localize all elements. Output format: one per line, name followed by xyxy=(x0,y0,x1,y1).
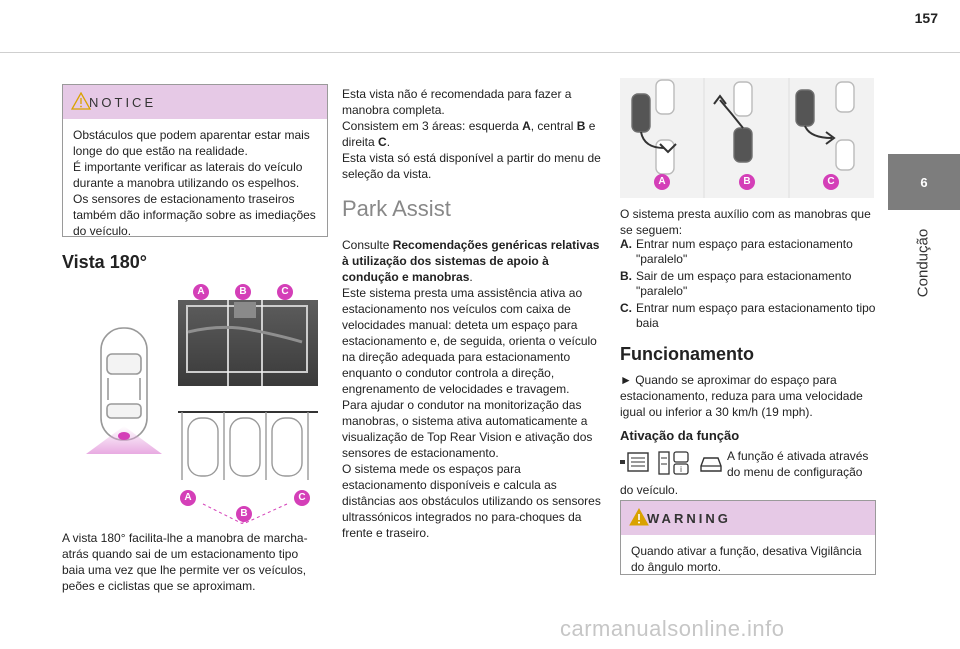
body-line: frente e traseiro. xyxy=(342,526,430,540)
screen-menu-icon xyxy=(620,452,650,472)
notice-line: também dão informação sobre as imediações xyxy=(73,208,316,222)
list-item xyxy=(620,269,876,299)
list-text: Entrar num espaço para estacionamento xyxy=(636,237,853,251)
body-line: ultrassónicos integrados no para-choques da xyxy=(342,510,582,524)
warning-header xyxy=(621,501,875,535)
vista-caption-line: A vista 180° facilita-lhe a manobra de marcha- xyxy=(62,531,308,545)
vista-label-b-bottom: B xyxy=(236,506,252,522)
area-a: A xyxy=(522,119,531,133)
notice-title: NOTICE xyxy=(89,94,157,110)
chapter-tab[interactable] xyxy=(888,154,960,210)
icon-info-text: i xyxy=(680,465,682,474)
list-key: B. xyxy=(620,269,632,283)
body-line: velocidades manual: deteta um espaço para xyxy=(342,318,578,332)
notice-header xyxy=(63,85,327,119)
notice-line: Obstáculos que podem aparentar estar mais xyxy=(73,128,310,142)
desc-fragment: , central xyxy=(530,119,577,133)
body-line xyxy=(342,269,604,285)
warning-triangle-icon xyxy=(629,508,649,526)
park-label-a: A xyxy=(654,174,670,190)
body-line: manobras, o sistema ativa automaticamente a xyxy=(342,414,588,428)
body-line: engrenamento de velocidades e travagem. xyxy=(342,382,570,396)
notice-line: do veículo. xyxy=(73,224,132,238)
list-key: C. xyxy=(620,301,632,315)
body-fragment: . xyxy=(469,270,473,284)
chapter-label xyxy=(901,218,945,308)
park-assist-body xyxy=(342,237,604,541)
desc-line: Esta vista só está disponível a partir do menu de xyxy=(342,151,601,165)
warning-box xyxy=(620,500,876,575)
warning-line: Quando ativar a função, desativa Vigilância xyxy=(631,544,862,558)
vista-label-c-bottom: C xyxy=(294,490,310,506)
warning-line: do ângulo morto. xyxy=(631,560,722,574)
desc-line xyxy=(342,118,604,134)
desc-fragment: . xyxy=(386,135,391,149)
activation-tail: do veículo. xyxy=(620,483,679,497)
header-rule xyxy=(0,52,960,53)
list-text: "paralelo" xyxy=(636,252,688,266)
page-number: 157 xyxy=(914,10,938,26)
body-line: O sistema mede os espaços para xyxy=(342,462,521,476)
body-line: distâncias aos obstáculos utilizando os sensores xyxy=(342,494,601,508)
list-item xyxy=(620,237,876,267)
funcionamento-body xyxy=(620,372,876,420)
desc-line: manobra completa. xyxy=(342,103,445,117)
func-line: igual ou inferior a 30 km/h (19 mph). xyxy=(620,405,813,419)
notice-line: É importante verificar as laterais do veículo xyxy=(73,160,303,174)
warning-triangle-icon xyxy=(71,92,91,110)
body-line: Para ajudar o condutor na monitorização das xyxy=(342,398,582,412)
vista-heading: Vista 180° xyxy=(62,252,147,272)
list-text: "paralelo" xyxy=(636,284,688,298)
maneuvers-intro xyxy=(620,206,876,238)
body-line: estacionamento nos veículos com caixa de xyxy=(342,302,571,316)
intro-line: O sistema presta auxílio com as manobras que xyxy=(620,207,871,221)
area-b: B xyxy=(576,119,586,133)
vista-180-figure xyxy=(62,272,328,524)
body-line: estacionamento disponíveis e calcula as xyxy=(342,478,557,492)
notice-line: longe do que estão na realidade. xyxy=(73,144,248,158)
func-line: ► Quando se aproximar do espaço para xyxy=(620,373,837,387)
body-line: sensores de estacionamento. xyxy=(342,446,499,460)
desc-line: Esta vista não é recomendada para fazer a xyxy=(342,87,572,101)
park-assist-heading: Park Assist xyxy=(342,196,451,221)
vista-label-b-top: B xyxy=(235,284,251,300)
area-c: C xyxy=(378,135,387,149)
activation-icons xyxy=(620,450,725,476)
vista-caption-line: baia uma vez que lhe permite ver os veículos, xyxy=(62,563,307,577)
recommendations-link: Recomendações genéricas relativas xyxy=(392,238,600,252)
list-key: A. xyxy=(620,237,632,251)
vista-label-a-bottom: A xyxy=(180,490,196,506)
body-line: visualização de Top Rear Vision e ativação dos xyxy=(342,430,593,444)
maneuver-list xyxy=(620,237,876,333)
list-item xyxy=(620,301,876,331)
park-label-b: B xyxy=(739,174,755,190)
list-text: Sair de um espaço para estacionamento xyxy=(636,269,852,283)
vista-label-c-top: C xyxy=(277,284,293,300)
desc-fragment: e xyxy=(585,119,596,133)
vista-caption-line: atrás quando sai de um estacionamento tipo xyxy=(62,547,299,561)
activation-text xyxy=(727,448,877,480)
notice-line: durante a manobra utilizando os espelhos. xyxy=(73,176,300,190)
warning-body xyxy=(621,535,875,575)
desc-fragment: Consistem em 3 áreas: esquerda xyxy=(342,119,523,133)
body-line: enquanto o condutor controla a direção, xyxy=(342,366,555,380)
vista-label-a-top: A xyxy=(193,284,209,300)
desc-line: seleção da vista. xyxy=(342,167,432,181)
chapter-label-text: Condução xyxy=(914,228,932,298)
notice-box xyxy=(62,84,328,237)
warning-title: WARNING xyxy=(647,510,731,526)
park-label-c: C xyxy=(823,174,839,190)
body-fragment: Consulte xyxy=(342,238,393,252)
recommendations-link: condução e manobras xyxy=(342,270,470,284)
desc-fragment: direita xyxy=(342,135,379,149)
vista-caption-line: peões e ciclistas que se aproximam. xyxy=(62,579,256,593)
activation-line: do menu de configuração xyxy=(727,465,863,479)
body-line: na direção adequada para estacionamento xyxy=(342,350,571,364)
activation-line: A função é ativada através xyxy=(727,449,869,463)
notice-body xyxy=(63,119,327,239)
func-line: estacionamento, reduza para uma velocidade xyxy=(620,389,863,403)
desc-line xyxy=(342,134,604,150)
funcionamento-heading: Funcionamento xyxy=(620,344,754,364)
watermark: carmanualsonline.info xyxy=(560,616,785,641)
vista-description xyxy=(342,86,604,182)
body-line: Este sistema presta uma assistência ativa ao xyxy=(342,286,583,300)
body-line xyxy=(342,253,604,269)
car-outline-icon xyxy=(698,452,724,474)
list-text: baia xyxy=(636,316,659,330)
body-line: estacionamento e, de seguida, orienta o veículo xyxy=(342,334,597,348)
car-top-view xyxy=(101,328,147,440)
recommendations-link: à utilização dos sistemas de apoio à xyxy=(342,254,549,268)
intro-line: se seguem: xyxy=(620,223,683,237)
list-text: Entrar num espaço para estacionamento tipo xyxy=(636,301,876,315)
car-settings-icon xyxy=(658,450,692,476)
chapter-number: 6 xyxy=(920,174,928,190)
notice-line: Os sensores de estacionamento traseiros xyxy=(73,192,295,206)
ativacao-heading: Ativação da função xyxy=(620,428,740,443)
vista-caption xyxy=(62,530,328,594)
body-line xyxy=(342,237,604,253)
